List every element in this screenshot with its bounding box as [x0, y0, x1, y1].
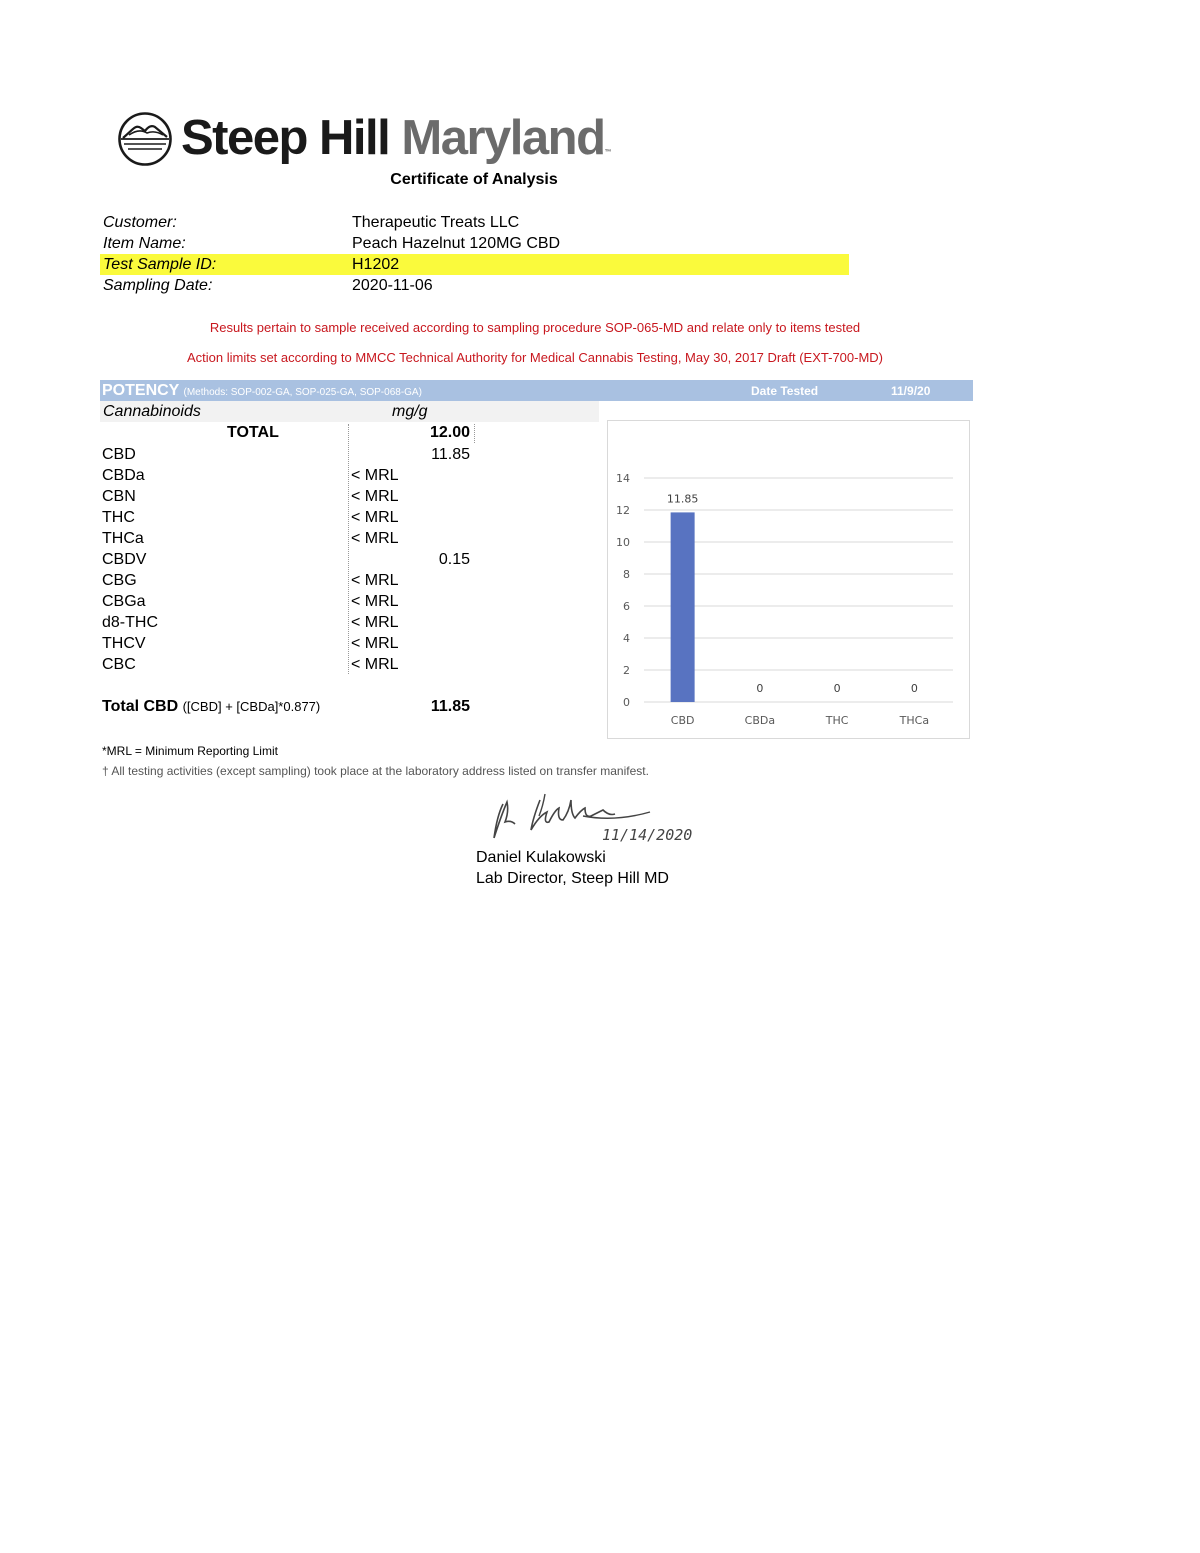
total-row — [100, 422, 480, 443]
signer-name: Daniel Kulakowski — [476, 849, 606, 866]
potency-header-bar — [100, 380, 973, 401]
table-row — [100, 486, 480, 507]
cannabinoid-value: 11.85 — [431, 446, 470, 463]
cannabinoid-result: < MRL — [351, 656, 399, 673]
customer-value: Therapeutic Treats LLC — [352, 214, 520, 231]
test-sample-id-value: H1202 — [352, 256, 400, 273]
data-label: 11.85 — [666, 492, 699, 506]
y-tick-label: 2 — [623, 664, 630, 677]
x-tick-label: CBDa — [744, 714, 776, 727]
table-row — [100, 612, 480, 633]
cannabinoid-name: CBG — [102, 572, 137, 589]
table-row — [100, 591, 480, 612]
data-label: 0 — [833, 682, 841, 695]
x-tick-label: CBD — [670, 714, 695, 727]
table-row — [100, 549, 480, 570]
cannabinoid-result: < MRL — [351, 530, 399, 547]
table-row — [100, 633, 480, 654]
y-tick-label: 12 — [616, 504, 630, 517]
item-name-value: Peach Hazelnut 120MG CBD — [352, 235, 561, 252]
x-tick-label: THC — [825, 714, 849, 727]
customer-label: Customer: — [103, 214, 177, 231]
cannabinoids-column-header — [100, 401, 599, 422]
date-tested-value: 11/9/20 — [891, 384, 931, 398]
cannabinoid-name: CBGa — [102, 593, 146, 610]
cannabinoid-name: CBC — [102, 656, 136, 673]
total-cbd-value: 11.85 — [430, 698, 470, 715]
cannabinoid-result: < MRL — [351, 635, 399, 652]
sampling-date-row — [100, 275, 849, 296]
signer-title: Lab Director, Steep Hill MD — [476, 870, 669, 887]
bar — [671, 512, 695, 702]
customer-row — [100, 212, 849, 233]
total-value: 12.00 — [429, 424, 470, 441]
data-label: 0 — [756, 682, 764, 695]
y-tick-label: 10 — [616, 536, 630, 549]
steep-hill-logo-icon — [117, 111, 173, 167]
total-cbd-label: Total CBD — [102, 698, 179, 715]
mrl-footnote: *MRL = Minimum Reporting Limit — [102, 744, 278, 758]
y-tick-label: 4 — [623, 632, 630, 645]
cannabinoid-name: d8-THC — [102, 614, 159, 631]
sampling-notice: Results pertain to sample received according to sampling procedure SOP-065-MD and relate only to items tested — [209, 320, 861, 335]
y-tick-label: 0 — [623, 696, 630, 709]
cannabinoid-result: < MRL — [351, 509, 399, 526]
units-header: mg/g — [392, 403, 428, 420]
cannabinoids-header: Cannabinoids — [103, 403, 201, 420]
cannabinoid-name: THC — [102, 509, 135, 526]
cannabinoid-name: THCa — [102, 530, 144, 547]
sampling-date-label: Sampling Date: — [103, 277, 213, 294]
table-row — [100, 507, 480, 528]
testing-footnote: † All testing activities (except sampling) took place at the laboratory address listed on transfer manifest. — [102, 764, 649, 778]
data-label: 0 — [910, 682, 918, 695]
y-tick-label: 14 — [616, 472, 630, 485]
table-row — [100, 570, 480, 591]
potency-title — [102, 380, 422, 403]
cannabinoid-result: < MRL — [351, 488, 399, 505]
cannabinoid-result: < MRL — [351, 593, 399, 610]
sampling-date-value: 2020-11-06 — [352, 277, 433, 294]
signature-date: 11/14/2020 — [602, 826, 693, 844]
table-row — [100, 444, 480, 465]
potency-chart — [607, 420, 970, 739]
potency-methods: (Methods: SOP-002-GA, SOP-025-GA, SOP-068-GA) — [183, 387, 422, 398]
y-tick-label: 6 — [623, 600, 630, 613]
total-cbd-formula: ([CBD] + [CBDa]*0.877) — [182, 699, 321, 714]
cannabinoid-name: CBDV — [102, 551, 147, 568]
trademark-mark: ™ — [604, 149, 612, 156]
brand-secondary: Maryland — [401, 111, 605, 165]
cannabinoid-name: CBN — [102, 488, 136, 505]
cannabinoid-name: CBDa — [102, 467, 145, 484]
date-tested-label: Date Tested — [751, 384, 819, 398]
cannabinoid-result: < MRL — [351, 467, 399, 484]
cannabinoid-name: CBD — [102, 446, 136, 463]
item-name-label: Item Name: — [103, 235, 186, 252]
brand-primary: Steep Hill — [181, 111, 390, 165]
action-limits-notice: Action limits set according to MMCC Technical Authority for Medical Cannabis Testing, May 30, 2017 Draft (EXT-700-MD) — [186, 350, 884, 365]
x-tick-label: THCa — [899, 714, 930, 727]
potency-title-text: POTENCY — [102, 382, 180, 399]
cannabinoid-value: 0.15 — [438, 551, 470, 568]
table-row — [100, 465, 480, 486]
cannabinoid-result: < MRL — [351, 614, 399, 631]
test-sample-id-row — [100, 254, 849, 275]
potency-bar-chart — [608, 421, 969, 738]
cannabinoid-result: < MRL — [351, 572, 399, 589]
item-name-row — [100, 233, 849, 254]
document-title: Certificate of Analysis — [390, 171, 558, 188]
table-row — [100, 654, 480, 675]
cannabinoid-name: THCV — [102, 635, 146, 652]
table-row — [100, 528, 480, 549]
total-cbd-row — [102, 696, 320, 717]
test-sample-id-label: Test Sample ID: — [103, 256, 217, 273]
y-tick-label: 8 — [623, 568, 630, 581]
total-label: TOTAL — [227, 424, 279, 441]
